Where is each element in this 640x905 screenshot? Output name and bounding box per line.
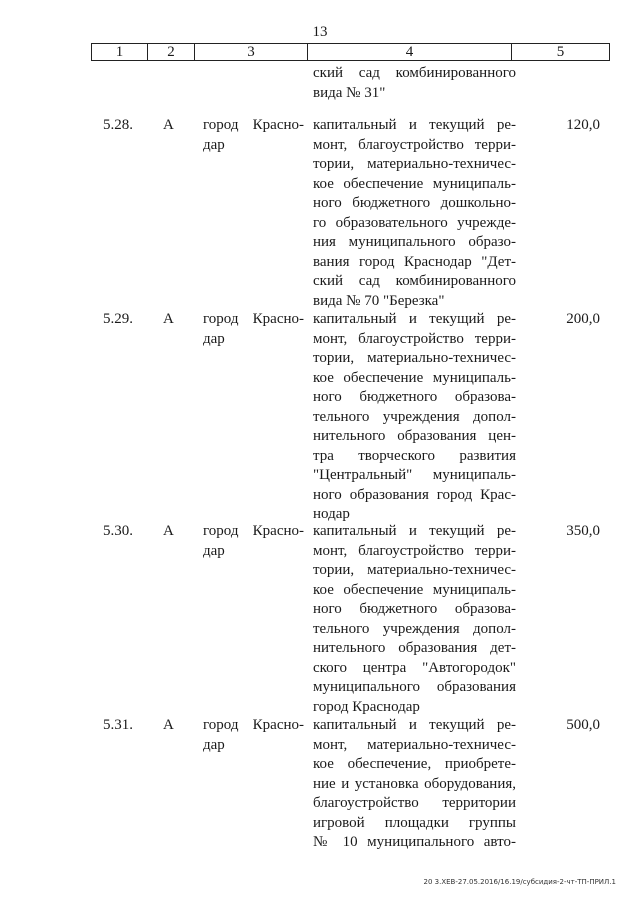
column-header-2: 2 — [148, 44, 195, 60]
column-header-3: 3 — [195, 44, 308, 60]
row-description — [313, 522, 516, 717]
description-line: благоустройство территории — [313, 795, 516, 811]
description-line: нительного образования цен- — [313, 428, 516, 444]
description-line: тории, материально-техничес- — [313, 350, 516, 366]
description-line: ский сад комбинированного — [313, 65, 516, 81]
row-number: 5.31. — [103, 717, 133, 733]
city-word: город — [203, 523, 239, 539]
row-category: А — [163, 117, 174, 133]
description-line: капитальный и текущий ре- — [313, 717, 516, 733]
row-amount: 500,0 — [566, 717, 600, 733]
description-line: ский сад комбинированного — [313, 273, 516, 289]
description-line: монт, благоустройство терри- — [313, 542, 516, 559]
description-line: нодар — [313, 506, 350, 522]
table-header — [91, 43, 610, 61]
description-line: № 10 муниципального авто- — [313, 834, 516, 850]
description-line: монт, благоустройство терри- — [313, 330, 516, 347]
row-number: 5.30. — [103, 523, 133, 539]
description-line: кое обеспечение муниципаль- — [313, 175, 516, 192]
description-line: го образовательного учрежде- — [313, 214, 516, 231]
row-city — [203, 522, 304, 561]
description-line: вида № 31" — [313, 84, 386, 101]
description-line: ского центра "Автогородок" — [313, 659, 516, 676]
description-line: тории, материально-техничес- — [313, 156, 516, 172]
page-number: 13 — [312, 24, 328, 40]
description-line: ного образования город Крас- — [313, 486, 516, 503]
city-word: Красно- — [252, 523, 304, 539]
row-city — [203, 116, 304, 155]
description-line: капитальный и текущий ре- — [313, 523, 516, 539]
column-header-4: 4 — [308, 44, 512, 60]
row-description — [313, 310, 516, 525]
description-line: город Краснодар — [313, 698, 420, 715]
city-word: дар — [203, 136, 225, 153]
city-word: Красно- — [252, 117, 304, 133]
city-word: город — [203, 717, 239, 733]
description-line: капитальный и текущий ре- — [313, 117, 516, 133]
description-line: тельного учреждения допол- — [313, 408, 516, 425]
row-description — [313, 116, 516, 311]
row-amount: 120,0 — [566, 117, 600, 133]
description-line: нительного образования дет- — [313, 640, 516, 656]
description-line: ния муниципального образо- — [313, 234, 516, 250]
description-line: тельного учреждения допол- — [313, 620, 516, 637]
description-line: монт, материально-техничес- — [313, 736, 516, 753]
description-line: игровой площадки группы — [313, 814, 516, 831]
description-line: кое обеспечение, приобрете- — [313, 756, 516, 772]
description-line: тории, материально-техничес- — [313, 562, 516, 578]
description-line: кое обеспечение муниципаль- — [313, 581, 516, 598]
description-line: муниципального образования — [313, 679, 516, 695]
row-city — [203, 716, 304, 755]
city-word: дар — [203, 542, 225, 559]
description-line: "Центральный" муниципаль- — [313, 467, 516, 483]
city-word: город — [203, 117, 239, 133]
row-category: А — [163, 311, 174, 327]
row-amount: 350,0 — [566, 523, 600, 539]
description-line: вания город Краснодар "Дет- — [313, 253, 516, 270]
city-word: дар — [203, 330, 225, 347]
column-header-1: 1 — [92, 44, 148, 60]
continuation-description — [313, 64, 516, 103]
city-word: Красно- — [252, 717, 304, 733]
document-footer: 20 3.ХЕВ-27.05.2016/16.19/субсидия-2-чт-ТП-ПРИЛ.1 — [423, 878, 616, 886]
city-word: Красно- — [252, 311, 304, 327]
description-line: тра творческого развития — [313, 447, 516, 464]
city-word: дар — [203, 736, 225, 753]
description-line: вида № 70 "Березка" — [313, 292, 445, 309]
row-number: 5.28. — [103, 117, 133, 133]
row-number: 5.29. — [103, 311, 133, 327]
description-line: ного бюджетного образова- — [313, 389, 516, 405]
description-line: ного бюджетного дошкольно- — [313, 195, 516, 211]
description-line: ного бюджетного образова- — [313, 601, 516, 617]
column-header-5: 5 — [556, 44, 565, 60]
row-description — [313, 716, 516, 853]
row-category: А — [163, 523, 174, 539]
description-line: монт, благоустройство терри- — [313, 136, 516, 153]
description-line: капитальный и текущий ре- — [313, 311, 516, 327]
description-line: ние и установка оборудования, — [313, 775, 516, 792]
city-word: город — [203, 311, 239, 327]
row-city — [203, 310, 304, 349]
row-amount: 200,0 — [566, 311, 600, 327]
description-line: кое обеспечение муниципаль- — [313, 369, 516, 386]
row-category: А — [163, 717, 174, 733]
